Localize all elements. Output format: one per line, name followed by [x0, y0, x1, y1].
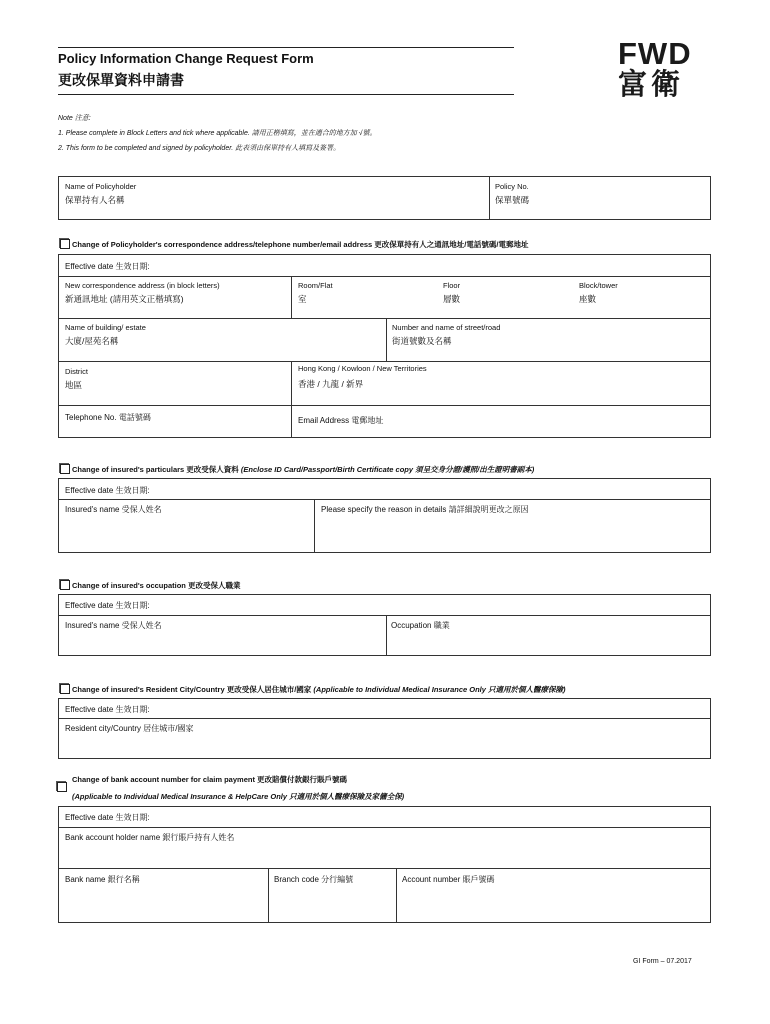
address-label-zh: 新通訊地址 (請用英文正楷填寫) — [65, 294, 184, 304]
policy-no-label: Policy No. — [495, 182, 529, 191]
form-title-en: Policy Information Change Request Form — [58, 51, 314, 66]
region-label-zh: 香港 / 九龍 / 新界 — [298, 379, 364, 389]
resident-label: Resident city/Country 居住城市/國家 — [65, 724, 194, 733]
district-label-zh: 地區 — [65, 380, 83, 390]
fwd-logo — [618, 38, 710, 101]
street-label: Number and name of street/road — [392, 323, 501, 332]
branch-code-label: Branch code 分行編號 — [274, 875, 354, 884]
section2-insured-name-label: Insured's name 受保人姓名 — [65, 505, 162, 514]
section2-box — [58, 478, 711, 553]
section3-checkbox[interactable] — [60, 580, 70, 590]
section4-checkbox[interactable] — [60, 684, 70, 694]
form-code: GI Form – 07.2017 — [633, 958, 692, 965]
logo-text-en: FWD — [618, 36, 692, 71]
section4-title — [72, 685, 566, 695]
section4-title-text: Change of insured's Resident City/Country 更改受保人居住城市/國家 — [72, 685, 312, 694]
block-label: Block/tower — [579, 281, 618, 290]
address-label: New correspondence address (in block letters) — [65, 281, 220, 290]
region-label: Hong Kong / Kowloon / New Territories — [298, 364, 427, 373]
section1-effective-date: Effective date 生效日期: — [65, 262, 150, 271]
room-label-zh: 室 — [298, 294, 307, 304]
section5-title-note: (Applicable to Individual Medical Insurance & HelpCare Only 只適用於個人醫療保險及家傭全保) — [72, 792, 405, 801]
section5-box — [58, 806, 711, 923]
floor-label: Floor — [443, 281, 461, 290]
email-label: Email Address 電郵地址 — [298, 416, 384, 425]
logo-text-zh: 富衛 — [618, 69, 685, 101]
section4-title-note: (Applicable to Individual Medical Insurance Only 只適用於個人醫療保險) — [313, 685, 566, 694]
section5-title: Change of bank account number for claim payment 更改賠償付款銀行賬戶號碼 — [72, 775, 348, 784]
section3-box — [58, 594, 711, 656]
policy-no-label-zh: 保單號碼 — [495, 195, 530, 205]
section1-box — [58, 254, 711, 438]
building-label: Name of building/ estate — [65, 323, 146, 332]
section5-checkbox[interactable] — [57, 782, 67, 792]
occupation-label: Occupation 職業 — [391, 621, 450, 630]
note-line-2: 2. This form to be completed and signed by policyholder. 此表須由保單持有人填寫及簽署。 — [58, 145, 341, 152]
section1-title: Change of Policyholder's correspondence address/telephone number/email address 更改保單持有人之通訊地址/電話號碼/電郵地址 — [72, 240, 529, 249]
note-label: Note 注意: — [58, 115, 91, 122]
title-top-rule — [58, 47, 514, 48]
reason-label: Please specify the reason in details 請詳細說明更改之原因 — [321, 505, 529, 514]
floor-label-zh: 層數 — [443, 294, 461, 304]
block-label-zh: 座數 — [579, 294, 597, 304]
account-number-label: Account number 賬戶號碼 — [402, 875, 495, 884]
section2-title-note: (Enclose ID Card/Passport/Birth Certificate copy 須呈交身分證/護照/出生證明書副本) — [240, 465, 535, 474]
form-title-zh: 更改保單資料申請書 — [58, 72, 184, 88]
section2-title — [72, 465, 534, 475]
section4-effective-date: Effective date 生效日期: — [65, 705, 150, 714]
district-label: District — [65, 367, 88, 376]
section2-checkbox[interactable] — [60, 464, 70, 474]
section5-effective-date: Effective date 生效日期: — [65, 813, 150, 822]
room-label: Room/Flat — [298, 281, 333, 290]
note-line-1: 1. Please complete in Block Letters and tick where applicable. 請用正楷填寫，並在適合的地方加 √號。 — [58, 130, 377, 137]
telephone-label: Telephone No. 電話號碼 — [65, 413, 151, 422]
policyholder-name-label: Name of Policyholder — [65, 182, 137, 191]
section2-effective-date: Effective date 生效日期: — [65, 486, 150, 495]
policyholder-box — [58, 176, 711, 220]
building-label-zh: 大廈/屋苑名稱 — [65, 336, 119, 346]
section3-title: Change of insured's occupation 更改受保人職業 — [72, 581, 241, 590]
title-bottom-rule — [58, 94, 514, 95]
bank-holder-label: Bank account holder name 銀行賬戶持有人姓名 — [65, 833, 235, 842]
section4-box — [58, 698, 711, 759]
street-label-zh: 街道號數及名稱 — [392, 336, 452, 346]
section3-insured-name-label: Insured's name 受保人姓名 — [65, 621, 162, 630]
bank-name-label: Bank name 銀行名稱 — [65, 875, 140, 884]
section2-title-text: Change of insured's particulars 更改受保人資料 — [72, 465, 239, 474]
section3-effective-date: Effective date 生效日期: — [65, 601, 150, 610]
policyholder-name-label-zh: 保單持有人名稱 — [65, 195, 125, 205]
section1-checkbox[interactable] — [60, 239, 70, 249]
